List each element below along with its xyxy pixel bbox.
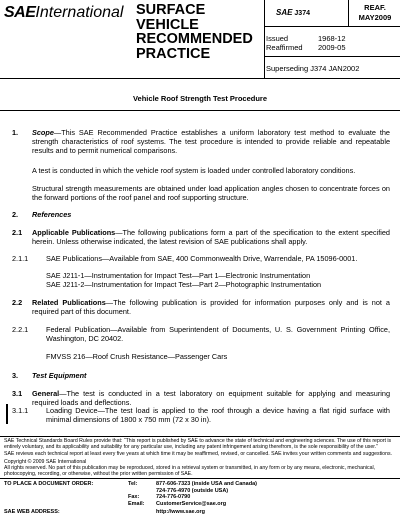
copyright-note: Copyright © 2009 SAE International: [4, 459, 87, 465]
sae-logo: [4, 4, 123, 22]
reaffirmed-badge: [350, 3, 400, 23]
footer-rule: [0, 436, 400, 437]
email-label: Email:: [128, 500, 145, 507]
reference-item: SAE J211-2—Instrumentation for Impact Test—Part 2—Photographic Instrumentation: [46, 280, 322, 289]
paragraph-text: —The test is conducted in a test laboratory on equipment suitable for applying and measuring required loads and deflections.: [32, 389, 390, 407]
section-number: 3.: [12, 371, 19, 380]
paragraph: [32, 389, 390, 407]
section-heading: Scope: [32, 128, 54, 137]
reaf-line: REAF.: [364, 3, 386, 12]
review-note: SAE reviews each technical report at least every five years at which time it may be reaffirmed, revised, or cancelled. SAE invites your written comments and suggestions.: [4, 451, 392, 457]
paragraph-text: Federal Publication—Available from Superintendent of Documents, U. S. Government Printing Office, Washington, DC 20402.: [46, 325, 390, 343]
reaffirmed-label: Reaffirmed: [266, 43, 303, 52]
web-link[interactable]: http://www.sae.org: [156, 509, 205, 515]
section-number: 2.1.1: [12, 254, 29, 263]
issued-label: Issued: [266, 34, 289, 43]
document-header: [0, 0, 400, 78]
paragraph-text: SAE Publications—Available from SAE, 400 Commonwealth Drive, Warrendale, PA 15096-0001.: [46, 254, 358, 263]
change-bar: [6, 404, 8, 424]
logo-sae-text: SAE: [4, 4, 36, 21]
paragraph-text: —The following publication is provided for information purposes only and is not a required part of this document.: [32, 298, 390, 316]
header-divider: [264, 56, 400, 57]
reaf-date: MAY2009: [358, 13, 392, 22]
reaffirmed-value: 2009-05: [318, 43, 346, 52]
section-heading: Related Publications: [32, 298, 106, 307]
doc-type-line: RECOMMENDED: [136, 31, 253, 47]
header-divider: [264, 0, 265, 78]
fax-label: Fax:: [128, 494, 140, 500]
std-prefix: SAE: [276, 8, 293, 17]
section-number: 2.2: [12, 298, 23, 307]
paragraph-text: —The following publications form a part of the specification to the extent specified herein. Unless otherwise indicated, the latest revision of SAE publications shall apply.: [32, 228, 390, 246]
header-divider: [348, 0, 349, 26]
reference-item: FMVSS 216—Roof Crush Resistance—Passenger Cars: [46, 352, 228, 361]
section-number: 1.: [12, 128, 19, 137]
superseding-note: Superseding J374 JAN2002: [266, 64, 360, 73]
doc-type-line: SURFACE: [136, 2, 206, 18]
title-rule: [0, 110, 400, 111]
tel-label: Tel:: [128, 481, 138, 487]
section-number: 3.1: [12, 389, 23, 398]
web-label: SAE WEB ADDRESS:: [4, 509, 60, 515]
order-label: TO PLACE A DOCUMENT ORDER:: [4, 481, 94, 487]
rights-note: All rights reserved. No part of this publication may be reproduced, stored in a retrieval system or transmitted, in any form or by any means, electronic, mechanical, photocopying, recording, or otherwise, without the prior written permission of SAE.: [4, 465, 376, 477]
section-heading: Applicable Publications: [32, 228, 116, 237]
paragraph: [32, 228, 390, 246]
issue-info: [266, 34, 346, 52]
section-heading: References: [32, 210, 72, 219]
reference-item: SAE J211-1—Instrumentation for Impact Test—Part 1—Electronic Instrumentation: [46, 271, 311, 280]
section-heading: General: [32, 389, 60, 398]
tel-value: 877-606-7323 (inside USA and Canada): [156, 481, 257, 487]
tel-value: 724-776-4970 (outside USA): [156, 487, 229, 494]
issued-value: 1968-12: [318, 34, 346, 43]
section-number: 2.: [12, 210, 19, 219]
fax-value: 724-776-0790: [156, 494, 191, 500]
paragraph-text: A test is conducted in which the vehicle roof system is loaded under controlled laboratory conditions.: [32, 166, 356, 175]
email-link[interactable]: CustomerService@sae.org: [156, 500, 227, 507]
order-contact: [4, 481, 396, 517]
doc-type-line: PRACTICE: [136, 45, 211, 62]
paragraph-text: —This SAE Recommended Practice establishes a uniform laboratory test method to evaluate the strength characteristics of roof systems. The test procedure is intended to provide reliable and repeatable results and to permit numerical comparisons.: [32, 128, 390, 155]
std-number: J374: [294, 10, 310, 17]
section-number: 2.1: [12, 228, 23, 237]
standard-id: [276, 8, 310, 17]
paragraph: [32, 298, 390, 316]
document-title: Vehicle Roof Strength Test Procedure: [132, 94, 268, 103]
footer-rule: [0, 478, 400, 479]
paragraph-text: Loading Device—The test load is applied to the roof through a device having a flat rigid surface with minimal dimensions of 1800 x 750 mm (72 x 30 in).: [46, 406, 390, 424]
section-number: 3.1.1: [12, 406, 29, 415]
section-number: 2.2.1: [12, 325, 29, 334]
paragraph-text: Structural strength measurements are obtained under load application angles chosen to concentrate forces on the forward portions of the roof panel and roof supporting structure.: [32, 184, 390, 202]
header-bottom-rule: [0, 78, 400, 79]
logo-international-text: International: [35, 4, 124, 21]
policy-note: SAE Technical Standards Board Rules provide that: “This report is published by SAE to advance the state of technical and engineering sciences. The use of this report is entirely voluntary, and its applicability and suitability for any particular use, including any patent infringement arising therefrom, is the sole responsibility of the user.”: [4, 438, 392, 450]
header-divider: [264, 26, 400, 27]
section-heading: Test Equipment: [32, 371, 87, 380]
doc-type-line: VEHICLE: [136, 16, 199, 33]
scope-paragraph: [32, 128, 390, 155]
document-type: [136, 3, 256, 61]
